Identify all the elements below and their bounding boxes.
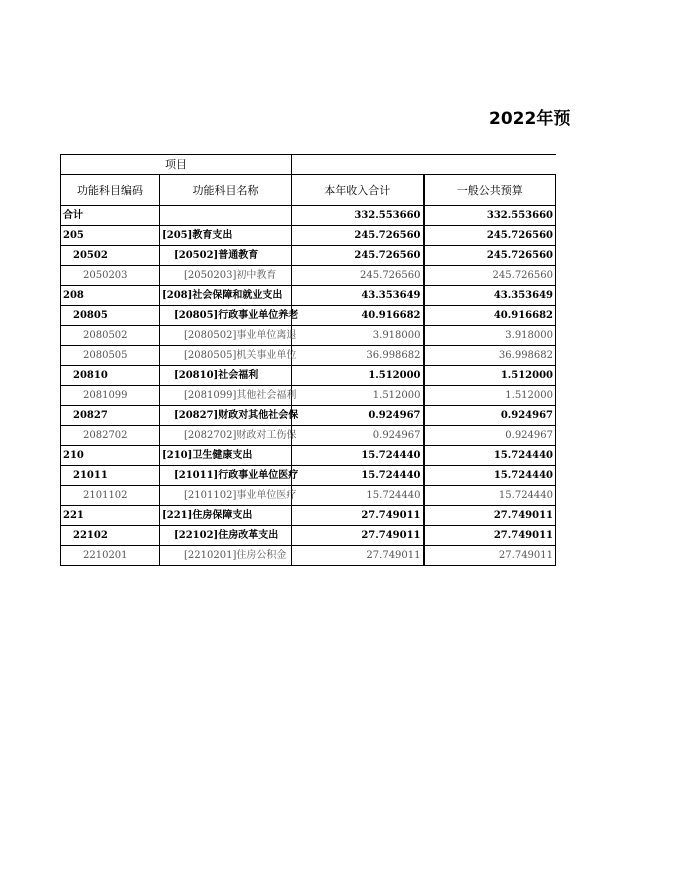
cell-general: 0.924967: [424, 406, 556, 426]
cell-general: 27.749011: [424, 506, 556, 526]
cell-name: [21011]行政事业单位医疗: [160, 466, 292, 486]
cell-name: [20810]社会福利: [160, 366, 292, 386]
cell-general: 3.918000: [424, 326, 556, 346]
cell-name: [208]社会保障和就业支出: [160, 286, 292, 306]
cell-general: 1.512000: [424, 386, 556, 406]
cell-general: 15.724440: [424, 466, 556, 486]
cell-total: 245.726560: [292, 246, 424, 266]
cell-name: [2081099]其他社会福利: [160, 386, 292, 406]
cell-total: 3.918000: [292, 326, 424, 346]
cell-name: [2050203]初中教育: [160, 266, 292, 286]
cell-name: [20827]财政对其他社会保: [160, 406, 292, 426]
table-row: [61, 306, 556, 326]
cell-total: 15.724440: [292, 486, 424, 506]
table-row: [61, 506, 556, 526]
cell-general: 245.726560: [424, 226, 556, 246]
header-row-group: [61, 155, 556, 175]
cell-name: [2082702]财政对工伤保: [160, 426, 292, 446]
cell-total: 27.749011: [292, 526, 424, 546]
table-row: [61, 246, 556, 266]
cell-total: 332.553660: [292, 206, 424, 226]
header-group-label: 项目: [61, 155, 292, 175]
table-row: [61, 546, 556, 566]
table-row: [61, 406, 556, 426]
cell-general: 1.512000: [424, 366, 556, 386]
budget-table: [60, 154, 556, 566]
cell-general: 27.749011: [424, 526, 556, 546]
cell-general: 0.924967: [424, 426, 556, 446]
cell-code: 2210201: [61, 546, 160, 566]
cell-total: 1.512000: [292, 386, 424, 406]
table-row: [61, 366, 556, 386]
cell-name: [2210201]住房公积金: [160, 546, 292, 566]
cell-name: [160, 206, 292, 226]
cell-general: 36.998682: [424, 346, 556, 366]
table-row: [61, 286, 556, 306]
cell-code: 22102: [61, 526, 160, 546]
cell-total: 43.353649: [292, 286, 424, 306]
cell-general: 15.724440: [424, 486, 556, 506]
cell-total: 245.726560: [292, 226, 424, 246]
cell-name: [22102]住房改革支出: [160, 526, 292, 546]
cell-name: [2101102]事业单位医疗: [160, 486, 292, 506]
cell-total: 245.726560: [292, 266, 424, 286]
cell-general: 245.726560: [424, 266, 556, 286]
table-row: [61, 346, 556, 366]
cell-total: 36.998682: [292, 346, 424, 366]
cell-code: 20805: [61, 306, 160, 326]
page-title: 2022年预: [489, 109, 571, 129]
table-row: [61, 386, 556, 406]
header-total: 本年收入合计: [292, 175, 424, 206]
table-row: [61, 326, 556, 346]
cell-code: 210: [61, 446, 160, 466]
cell-total: 15.724440: [292, 446, 424, 466]
cell-code: 21011: [61, 466, 160, 486]
cell-name: [210]卫生健康支出: [160, 446, 292, 466]
cell-code: 2101102: [61, 486, 160, 506]
cell-total: 27.749011: [292, 546, 424, 566]
cell-name: [221]住房保障支出: [160, 506, 292, 526]
cell-general: 15.724440: [424, 446, 556, 466]
cell-code: 2081099: [61, 386, 160, 406]
table-row: [61, 466, 556, 486]
cell-code: 221: [61, 506, 160, 526]
cell-name: [205]教育支出: [160, 226, 292, 246]
table-row: [61, 526, 556, 546]
header-code: 功能科目编码: [61, 175, 160, 206]
cell-code: 合计: [61, 206, 160, 226]
cell-general: 27.749011: [424, 546, 556, 566]
table-row: [61, 486, 556, 506]
cell-name: [2080502]事业单位离退: [160, 326, 292, 346]
table-row: [61, 266, 556, 286]
header-row: [61, 175, 556, 206]
cell-code: 20502: [61, 246, 160, 266]
cell-code: 2080505: [61, 346, 160, 366]
cell-total: 0.924967: [292, 406, 424, 426]
table-row: [61, 226, 556, 246]
table-row: [61, 426, 556, 446]
cell-code: 20827: [61, 406, 160, 426]
cell-name: [20805]行政事业单位养老: [160, 306, 292, 326]
table-row: [61, 446, 556, 466]
cell-general: 332.553660: [424, 206, 556, 226]
cell-general: 43.353649: [424, 286, 556, 306]
cell-name: [2080505]机关事业单位: [160, 346, 292, 366]
cell-code: 2050203: [61, 266, 160, 286]
cell-total: 40.916682: [292, 306, 424, 326]
header-group-empty: [292, 155, 556, 175]
cell-name: [20502]普通教育: [160, 246, 292, 266]
header-general: 一般公共预算: [424, 175, 556, 206]
cell-code: 205: [61, 226, 160, 246]
cell-code: 2082702: [61, 426, 160, 446]
header-name: 功能科目名称: [160, 175, 292, 206]
table-row: [61, 206, 556, 226]
cell-code: 2080502: [61, 326, 160, 346]
cell-code: 20810: [61, 366, 160, 386]
cell-total: 15.724440: [292, 466, 424, 486]
cell-total: 27.749011: [292, 506, 424, 526]
cell-general: 40.916682: [424, 306, 556, 326]
cell-code: 208: [61, 286, 160, 306]
cell-total: 0.924967: [292, 426, 424, 446]
cell-total: 1.512000: [292, 366, 424, 386]
cell-general: 245.726560: [424, 246, 556, 266]
